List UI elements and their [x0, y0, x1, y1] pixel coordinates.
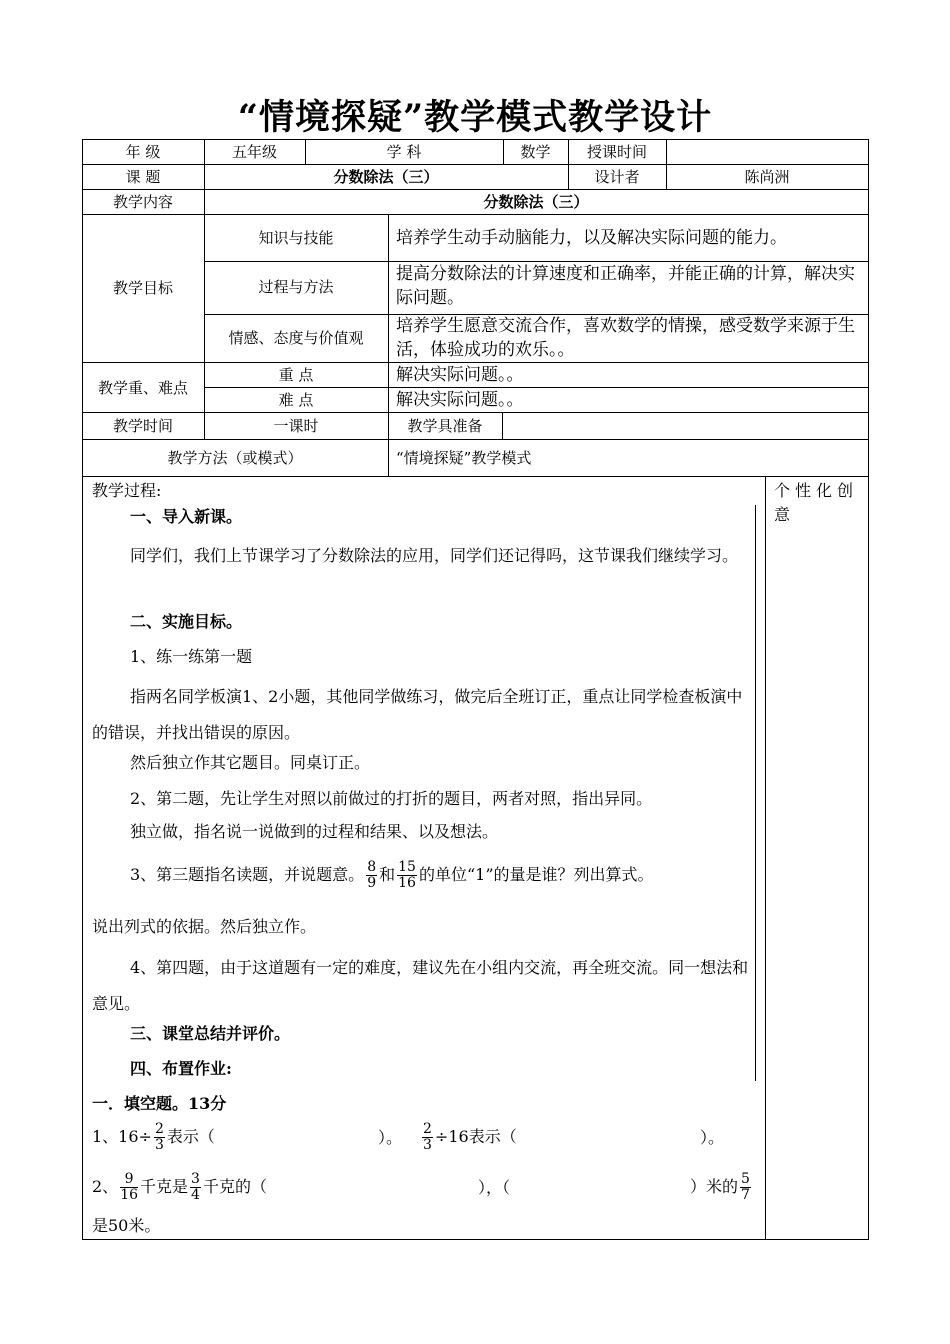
question-1-part-2: $\frac{2}{3}$ ÷16表示（ — [423, 1121, 517, 1153]
process-method-text: 提高分数除法的计算速度和正确率，并能正确的计算，解决实际问题。 — [396, 264, 855, 308]
designer-label: 设计者 — [594, 168, 640, 186]
fraction-9-16: $\frac{9}{16}$ — [120, 1171, 139, 1203]
class-time-label: 授课时间 — [586, 143, 647, 161]
process-method-label: 过程与方法 — [258, 278, 334, 296]
designer-value: 陈尚洲 — [744, 168, 790, 186]
personal-creativity-label: 个性化创意 — [774, 481, 859, 524]
emotion-label: 情感、态度与价值观 — [228, 329, 364, 347]
step-1-followup: 然后独立作其它题目。同桌订正。 — [130, 753, 371, 772]
emotion-text: 培养学生愿意交流合作，喜欢数学的情操，感受数学来源于生活，体验成功的欢乐。。 — [396, 316, 855, 360]
key-point-label: 重 点 — [278, 366, 314, 384]
question-1: 1、16÷ $\frac{2}{3}$ 表示（ — [92, 1121, 215, 1153]
goals-label: 教学目标 — [112, 279, 173, 297]
subject-value: 数学 — [520, 143, 551, 161]
fraction-5-7: $\frac{5}{7}$ — [741, 1171, 750, 1203]
step-3: 3、第三题指名读题，并说题意。 $\frac{8}{9}$ 和 $\frac{15}{16}$ 的单位“1”的量是谁？列出算式。 — [130, 859, 654, 891]
step-4: 4、第四题，由于这道题有一定的难度，建议先在小组内交流，再全班交流。同一想法和意见。 — [92, 958, 749, 1013]
fraction-3-4: $\frac{3}{4}$ — [191, 1171, 200, 1203]
homework-title: 一．填空题。13分 — [92, 1094, 227, 1113]
question-1-blank-2-close: ）。 — [700, 1128, 725, 1147]
step-2: 2、第二题，先让学生对照以前做过的打折的题目，两者对照，指出异同。 — [130, 789, 653, 808]
question-1-blank-1-close: ）。 — [378, 1128, 403, 1147]
grade-value: 五年级 — [232, 143, 278, 161]
difficulty-text: 解决实际问题。。 — [396, 390, 524, 410]
step-1: 1、练一练第一题 — [130, 647, 253, 666]
content-label: 教学内容 — [112, 193, 173, 211]
fraction-15-16: $\frac{15}{16}$ — [398, 859, 416, 891]
key-point-text: 解决实际问题。。 — [396, 365, 524, 385]
grade-label: 年 级 — [125, 143, 161, 161]
method-label: 教学方法（或模式） — [167, 449, 303, 467]
focus-label: 教学重、难点 — [97, 379, 188, 397]
materials-label: 教学具准备 — [407, 417, 483, 435]
knowledge-label: 知识与技能 — [258, 229, 334, 247]
section-1-title: 一、导入新课。 — [130, 507, 243, 526]
teaching-time-label: 教学时间 — [112, 417, 173, 435]
knowledge-text: 培养学生动手动脑能力，以及解决实际问题的能力。 — [396, 228, 787, 248]
question-2-part-2: ）米的 $\frac{5}{7}$ — [690, 1171, 750, 1203]
section-2-title: 二、实施目标。 — [130, 612, 243, 631]
fraction-8-9: $\frac{8}{9}$ — [367, 859, 377, 891]
section-3-title: 三、课堂总结并评价。 — [130, 1024, 291, 1043]
step-1-detail: 指两名同学板演1、2小题，其他同学做练习，做完后全班订正，重点让同学检查板演中的错误，并找出错误的原因。 — [92, 687, 743, 742]
teaching-time-value: 一课时 — [273, 417, 319, 435]
question-2: 2、 $\frac{9}{16}$ 千克是 $\frac{3}{4}$ 千克的（ — [92, 1171, 267, 1203]
method-value: “情境探疑”教学模式 — [396, 449, 532, 467]
process-heading: 教学过程: — [92, 481, 162, 500]
question-2-blank-separator: ），（ — [478, 1178, 511, 1197]
topic-value: 分数除法（三） — [333, 168, 439, 186]
difficulty-label: 难 点 — [278, 391, 314, 409]
subject-label: 学 科 — [386, 143, 422, 161]
fraction-2-3-b: $\frac{2}{3}$ — [423, 1121, 432, 1153]
step-2-detail: 独立做，指名说一说做到的过程和结果、以及想法。 — [130, 822, 499, 841]
section-1-text: 同学们，我们上节课学习了分数除法的应用，同学们还记得吗，这节课我们继续学习。 — [130, 546, 739, 565]
topic-label: 课 题 — [125, 168, 161, 186]
step-3-detail: 说出列式的依据。然后独立作。 — [92, 917, 317, 936]
fraction-2-3: $\frac{2}{3}$ — [154, 1121, 164, 1153]
document-title: “情境探疑”教学模式教学设计 — [237, 97, 713, 138]
question-2-end: 是50米。 — [92, 1216, 161, 1235]
section-4-title: 四、布置作业: — [130, 1059, 232, 1078]
content-value: 分数除法（三） — [483, 193, 589, 211]
